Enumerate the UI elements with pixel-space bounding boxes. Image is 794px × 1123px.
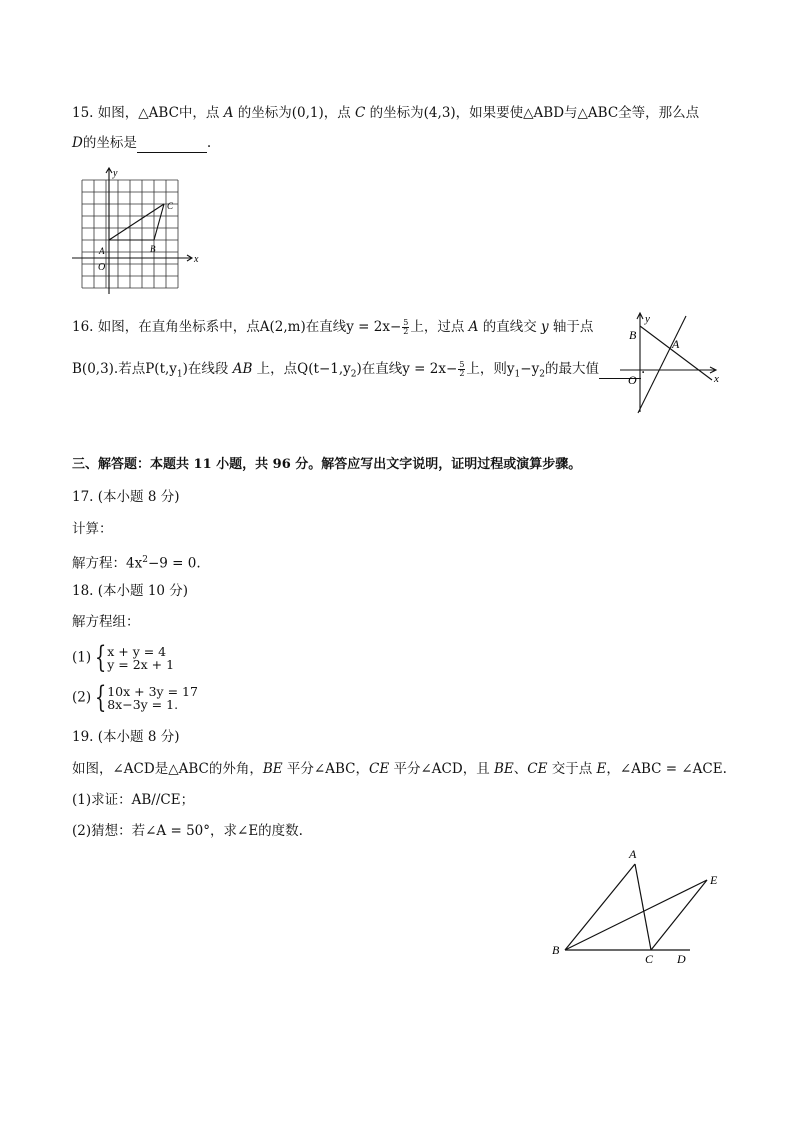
q19-label-C: C bbox=[645, 952, 654, 966]
q19-lines bbox=[565, 864, 707, 950]
q16-fraction-1: $\frac{5}{2}$ bbox=[403, 318, 409, 336]
q15-triangle bbox=[109, 204, 164, 240]
q16-line1: 16. 如图，在直角坐标系中，点A(2,m)在直线y = 2x− $\frac{5}{2}$ 上，过点 A 的直线交 y 轴于点 bbox=[72, 318, 594, 336]
q17-line2: 解方程：$4x^2-9 = 0$. bbox=[72, 555, 201, 572]
q15-label-y: y bbox=[113, 168, 118, 179]
q18-heading: 18. (本小题 10 分) bbox=[72, 583, 189, 599]
q15-answer-blank[interactable] bbox=[137, 134, 207, 153]
q19-label-A: A bbox=[629, 847, 637, 861]
q16-label-O: O bbox=[628, 373, 637, 387]
q19-heading: 19. (本小题 8 分) bbox=[72, 729, 180, 745]
q15-label-B: B bbox=[150, 244, 156, 254]
q16-line2: B(0,3).若点$P(t,y_1)$在线段 AB 上，点$Q(t-1,y_2)$在直线y = 2x− $\frac{5}{2}$ 上，则$y_1-y_2$的最大值 . bbox=[72, 360, 646, 380]
q15-grid bbox=[82, 180, 178, 288]
q17-line1: 计算： bbox=[72, 521, 113, 537]
q16-label-B: B bbox=[629, 328, 637, 342]
q15-grid-figure bbox=[70, 164, 204, 298]
q19-line1: 如图，∠ACD是△ABC的外角，BE 平分∠ABC，CE 平分∠ACD，且 BE、CE 交于点 E，∠ABC = ∠ACE. bbox=[72, 761, 727, 777]
q15-label-C: C bbox=[167, 201, 174, 211]
q15-label-A: A bbox=[99, 246, 105, 256]
q19-line3: (2)猜想：若∠A = 50°，求∠E的度数. bbox=[72, 823, 303, 839]
q19-label-B: B bbox=[552, 943, 560, 957]
q19-triangle-figure bbox=[545, 842, 735, 972]
q17-heading: 17. (本小题 8 分) bbox=[72, 489, 180, 505]
section-3-title: 三、解答题：本题共 11 小题，共 96 分。解答应写出文字说明，证明过程或演算步骤。 bbox=[72, 457, 582, 472]
q16-figure bbox=[620, 308, 730, 418]
q18-part2: (2) { 10x + 3y = 17 8x−3y = 1. bbox=[72, 680, 198, 715]
q16-label-A: A bbox=[672, 337, 680, 351]
q18-line1: 解方程组： bbox=[72, 614, 140, 630]
q19-label-D: D bbox=[677, 952, 686, 966]
q15-line2: D的坐标是 . bbox=[72, 135, 212, 151]
q18-system-1: { x + y = 4 y = 2x + 1 bbox=[94, 640, 175, 675]
q16-lines bbox=[638, 316, 712, 413]
q16-label-y: y bbox=[645, 313, 650, 325]
q15-label-x: x bbox=[194, 254, 199, 265]
q19-line2: (1)求证：AB//CE； bbox=[72, 792, 195, 808]
q16-label-x: x bbox=[714, 373, 719, 385]
q18-part1: (1) { x + y = 4 y = 2x + 1 bbox=[72, 640, 175, 675]
q16-fraction-2: $\frac{5}{2}$ bbox=[459, 360, 465, 378]
q15-line1: 15. 如图，△ABC中，点 A 的坐标为(0,1)，点 C 的坐标为(4,3)，如果要使△ABD与△ABC全等，那么点 bbox=[72, 105, 700, 121]
q18-system-2: { 10x + 3y = 17 8x−3y = 1. bbox=[94, 680, 198, 715]
q15-axes bbox=[72, 168, 192, 294]
q19-label-E: E bbox=[710, 873, 718, 887]
q15-label-O: O bbox=[98, 262, 106, 273]
